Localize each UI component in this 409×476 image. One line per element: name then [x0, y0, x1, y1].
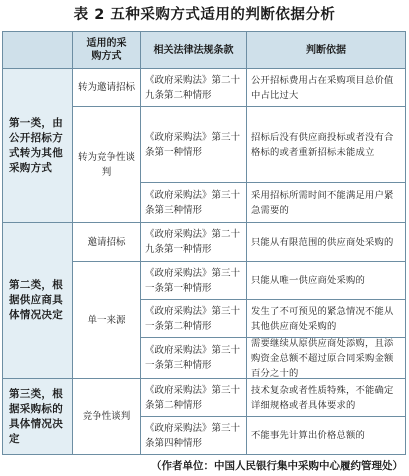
header-basis-label: 判断依据 — [306, 44, 346, 56]
law-cell-3 — [141, 183, 247, 223]
law-label: 《政府采购法》第三十一条第三种情形 — [145, 345, 241, 371]
mode-cell-invite-convert — [73, 69, 141, 107]
basis-text: 只能从有限范围的供应商处采购的 — [251, 236, 394, 248]
basis-cell-7 — [247, 338, 405, 379]
law-label: 《政府采购法》第三十条第三种情形 — [145, 189, 241, 216]
basis-text: 公开招标费用占在采购项目总价值中占比过大 — [251, 74, 394, 101]
law-cell-8 — [141, 379, 247, 417]
mode-label: 竞争性谈判 — [82, 411, 131, 422]
law-cell-5 — [141, 262, 247, 300]
law-label: 《政府采购法》第三十条第四种情形 — [145, 422, 241, 449]
mode-label: 转为竞争性谈判 — [77, 151, 135, 178]
basis-text: 发生了不可预见的紧急情况不能从其他供应商处采购的 — [251, 305, 394, 332]
basis-cell-1 — [247, 69, 405, 107]
law-cell-2 — [141, 107, 247, 183]
header-mode — [73, 32, 141, 69]
mode-label: 单一来源 — [87, 314, 126, 326]
category-label-1: 第一类，由公开招标方式转为其他采购方式 — [9, 116, 63, 174]
header-mode-label: 适用的采购方式 — [86, 38, 127, 62]
basis-cell-8 — [247, 379, 405, 417]
law-cell-9 — [141, 417, 247, 454]
category-cell-1 — [3, 69, 73, 223]
basis-text: 不能事先计算出价格总额的 — [251, 430, 365, 441]
mode-label: 邀请招标 — [87, 236, 126, 248]
mode-cell-single-source — [73, 262, 141, 379]
basis-cell-2 — [247, 107, 405, 183]
category-label-2: 第二类，根据供应商具体情况决定 — [9, 279, 63, 321]
law-cell-4 — [141, 223, 247, 262]
law-label: 《政府采购法》第三十一条第二种情形 — [145, 305, 241, 332]
judgment-basis-table — [2, 31, 406, 455]
basis-text: 只能从唯一供应商处采购的 — [251, 275, 365, 286]
basis-cell-9 — [247, 417, 405, 454]
basis-cell-4 — [247, 223, 405, 262]
basis-cell-3 — [247, 183, 405, 223]
law-cell-1 — [141, 69, 247, 107]
basis-text: 技术复杂或者性质特殊，不能确定详细规格或者具体要求的 — [251, 384, 394, 411]
basis-text: 招标后没有供应商投标或者没有合格标的或者重新招标未能成立 — [251, 131, 394, 158]
basis-cell-6 — [247, 300, 405, 338]
mode-cell-invite — [73, 223, 141, 262]
category-label-3: 第三类，根据采购标的具体情况决定 — [9, 387, 63, 445]
law-label: 《政府采购法》第三十一条第一种情形 — [145, 267, 241, 294]
basis-text: 需要继续从原供应商处添购，且添购资金总额不超过原合同采购金额百分之十的 — [251, 338, 394, 379]
table-title: 表 2 五种采购方式适用的判断依据分析 — [73, 7, 336, 23]
law-label: 《政府采购法》第二十九条第一种情形 — [145, 229, 241, 255]
mode-cell-negotiation-convert — [73, 107, 141, 223]
law-cell-7 — [141, 338, 247, 379]
mode-label: 转为邀请招标 — [77, 82, 135, 93]
category-cell-3 — [3, 379, 73, 454]
basis-cell-5 — [247, 262, 405, 300]
header-blank-cell — [3, 32, 73, 69]
law-label: 《政府采购法》第三十条第二种情形 — [145, 384, 241, 411]
basis-text: 采用招标所需时间不能满足用户紧急需要的 — [251, 189, 394, 216]
law-cell-6 — [141, 300, 247, 338]
header-basis — [247, 32, 405, 69]
law-label: 《政府采购法》第三十条第一种情形 — [145, 131, 241, 158]
mode-cell-negotiation — [73, 379, 141, 454]
author-affiliation: （作者单位：中国人民银行集中采购中心履约管理处） — [151, 460, 403, 472]
header-law — [141, 32, 247, 69]
category-cell-2 — [3, 223, 73, 379]
law-label: 《政府采购法》第二十九条第二种情形 — [145, 74, 241, 101]
header-law-label: 相关法律法规条款 — [153, 44, 234, 56]
